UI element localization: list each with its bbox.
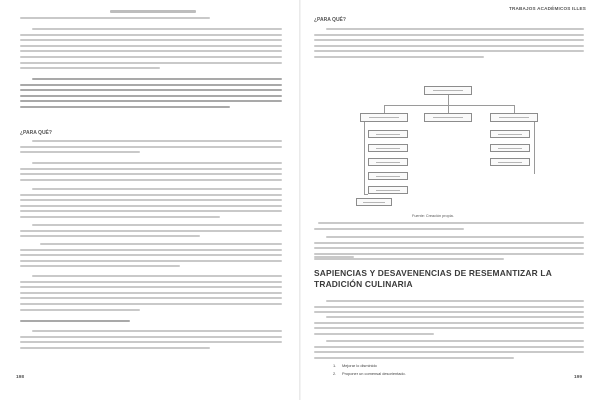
text-line	[314, 242, 584, 244]
text-line	[32, 78, 282, 80]
text-line	[32, 140, 282, 142]
diagram-connector	[514, 105, 515, 113]
text-line	[20, 168, 282, 170]
text-line	[20, 50, 282, 52]
text-line	[20, 230, 282, 232]
text-line	[20, 89, 282, 91]
text-line	[20, 309, 140, 311]
text-line	[326, 340, 584, 342]
text-line	[20, 303, 282, 305]
diagram-box-left-2	[368, 144, 408, 152]
text-line	[20, 336, 282, 338]
running-header-section: TRABAJOS ACADÉMICOS ILLES	[508, 6, 586, 11]
diagram-box-center	[424, 113, 472, 122]
text-line	[314, 247, 584, 249]
list-item-text: Mejorar lo disminido	[342, 363, 377, 368]
text-line	[20, 199, 282, 201]
text-line	[32, 28, 282, 30]
text-line	[326, 316, 584, 318]
diagram-box-top	[424, 86, 472, 95]
text-line	[20, 286, 282, 288]
text-line	[314, 306, 584, 308]
text-line	[20, 260, 282, 262]
text-line	[20, 34, 282, 36]
figure-diagram	[354, 86, 550, 210]
text-line	[32, 162, 282, 164]
diagram-connector	[384, 105, 385, 113]
text-line	[314, 357, 514, 359]
text-line	[20, 39, 282, 41]
text-line	[326, 28, 584, 30]
diagram-box-right-3	[490, 158, 530, 166]
text-line	[20, 84, 282, 86]
text-line	[32, 330, 282, 332]
section-title: SAPIENCIAS Y DESAVENENCIAS DE RESEMANTIZAR LA TRADICIÓN CULINARIA	[314, 268, 552, 289]
text-line	[20, 254, 282, 256]
text-line	[314, 333, 434, 335]
list-item-text: Proponer un comensal desorientado.	[342, 371, 406, 376]
text-line	[314, 311, 584, 313]
diagram-connector	[448, 95, 449, 105]
diagram-box-left-3	[368, 158, 408, 166]
text-line	[326, 300, 584, 302]
text-line	[20, 45, 282, 47]
text-line	[20, 95, 282, 97]
text-line	[20, 17, 210, 19]
text-line	[314, 351, 584, 353]
text-line	[314, 228, 464, 230]
figure-caption: Fuente: Creación propia.	[412, 214, 454, 218]
diagram-connector	[384, 105, 514, 106]
text-line	[20, 106, 230, 108]
text-line	[20, 210, 282, 212]
text-line	[20, 281, 282, 283]
list-item-number: 1.	[333, 363, 337, 368]
text-line	[20, 56, 282, 58]
text-line	[20, 341, 282, 343]
text-line	[314, 327, 584, 329]
text-line	[20, 216, 220, 218]
right-section-heading: ¿PARA QUÉ?	[314, 17, 346, 23]
text-line	[326, 236, 584, 238]
text-line	[314, 346, 584, 348]
text-line	[32, 275, 282, 277]
diagram-box-left-4	[368, 172, 408, 180]
diagram-box-left	[360, 113, 408, 122]
list-item	[333, 371, 406, 376]
running-header-title	[110, 10, 196, 13]
text-line	[20, 67, 160, 69]
list-item	[333, 363, 377, 368]
left-section-heading: ¿PARA QUÉ?	[20, 130, 52, 136]
text-line	[20, 249, 282, 251]
diagram-box-left-5	[368, 186, 408, 194]
diagram-box-bottom	[356, 198, 392, 206]
text-line	[314, 45, 584, 47]
text-line	[32, 188, 282, 190]
text-line	[314, 256, 354, 258]
list-item-number: 2.	[333, 371, 337, 376]
text-line	[20, 179, 282, 181]
diagram-box-right-2	[490, 144, 530, 152]
text-line	[318, 222, 584, 224]
text-line	[32, 224, 282, 226]
left-page-number: 198	[16, 375, 25, 380]
text-line	[20, 347, 210, 349]
text-line	[314, 322, 584, 324]
text-line	[20, 194, 282, 196]
text-line	[20, 62, 282, 64]
text-line	[20, 151, 140, 153]
text-line	[20, 235, 200, 237]
diagram-box-right	[490, 113, 538, 122]
diagram-box-right-1	[490, 130, 530, 138]
text-line	[314, 34, 584, 36]
text-line	[314, 39, 584, 41]
diagram-connector	[364, 122, 365, 194]
text-line	[20, 205, 282, 207]
text-line	[314, 253, 584, 255]
text-line	[20, 173, 282, 175]
text-line	[20, 297, 282, 299]
text-line	[20, 292, 282, 294]
text-line	[314, 56, 484, 58]
diagram-connector	[534, 122, 535, 174]
text-line	[20, 100, 282, 102]
diagram-connector	[364, 194, 368, 195]
diagram-box-left-1	[368, 130, 408, 138]
right-page-number: 199	[574, 375, 583, 380]
text-line	[20, 146, 282, 148]
text-line	[20, 265, 180, 267]
text-line	[40, 243, 282, 245]
text-line	[20, 320, 130, 322]
diagram-connector	[448, 105, 449, 113]
